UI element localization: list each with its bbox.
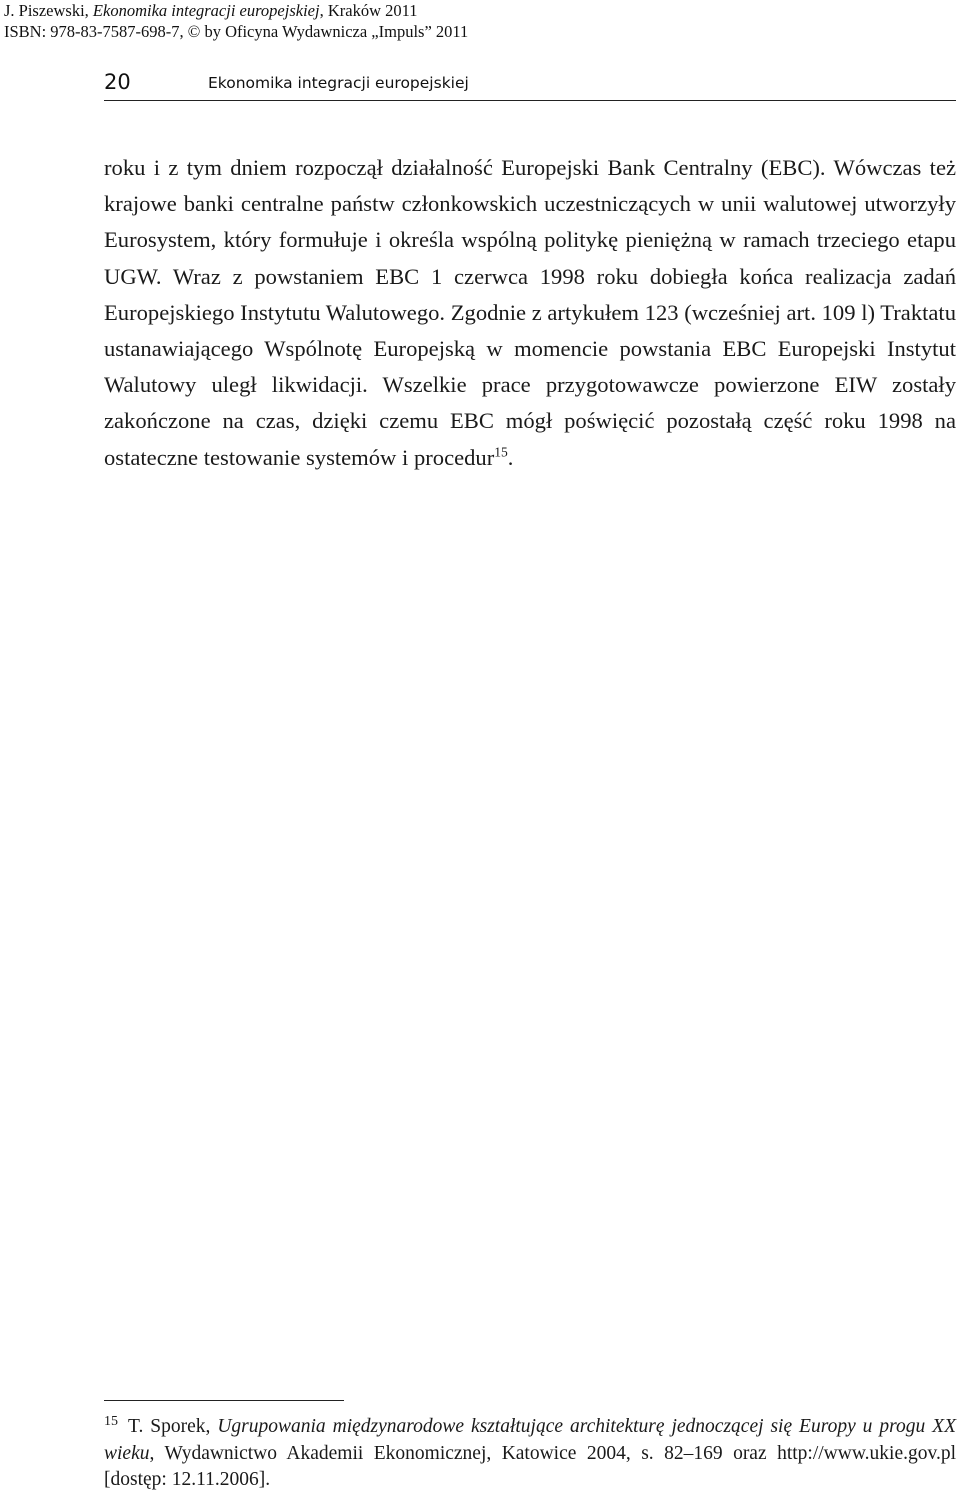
citation-book-title: Ekonomika integracji europejskiej <box>92 1 320 20</box>
footnote-reference: 15 <box>494 444 508 460</box>
body-paragraph <box>104 150 956 476</box>
citation-line-1 <box>4 0 468 21</box>
footnote-title: Ugrupowania międzynarodowe kształtujące architekturę jednoczącej się Europy u progu XX wieku <box>104 1416 956 1464</box>
body-text: roku i z tym dniem rozpoczął działalność Europejski Bank Centralny (EBC). Wówczas też krajowe banki centralne państw członkowskich uczestniczących w unii walutowej utworzyły Eurosystem, który formułuje i określa wspólną politykę pieniężną w ramach trzeciego etapu UGW. Wraz z powstaniem EBC 1 czerwca 1998 roku dobiegła końca realizacja zadań Europejskiego Instytutu Walutowego. Zgodnie z artykułem 123 (wcześniej art. 109 l) Traktatu ustanawiającego Wspólnotę Europejską w momencie powstania EBC Europejski Instytut Walutowy uległ likwidacji. Wszelkie prace przygotowawcze powierzone EIW zostały zakończone na czas, dzięki czemu EBC mógł poświęcić pozostałą część roku 1998 na ostateczne testowanie systemów i procedur <box>104 155 956 470</box>
book-citation <box>4 0 468 42</box>
citation-author: J. Piszewski, <box>4 1 93 20</box>
citation-place-year: , Kraków 2011 <box>319 1 418 20</box>
page-number: 20 <box>104 70 131 94</box>
body-end: . <box>507 444 514 470</box>
footnote-author: T. Sporek, <box>128 1416 218 1437</box>
footnote-marker: 15 <box>104 1413 118 1429</box>
running-head <box>104 66 956 101</box>
citation-line-2: ISBN: 978-83-7587-698-7, © by Oficyna Wydawnicza „Impuls” 2011 <box>4 22 469 41</box>
footnote-details: , Wydawnictwo Akademii Ekonomicznej, Katowice 2004, s. 82–169 oraz http://www.ukie.gov.pl [dostęp: 12.11.2006]. <box>104 1442 956 1490</box>
running-title: Ekonomika integracji europejskiej <box>208 74 469 92</box>
footnote <box>104 1414 956 1494</box>
footnote-divider <box>104 1400 344 1401</box>
